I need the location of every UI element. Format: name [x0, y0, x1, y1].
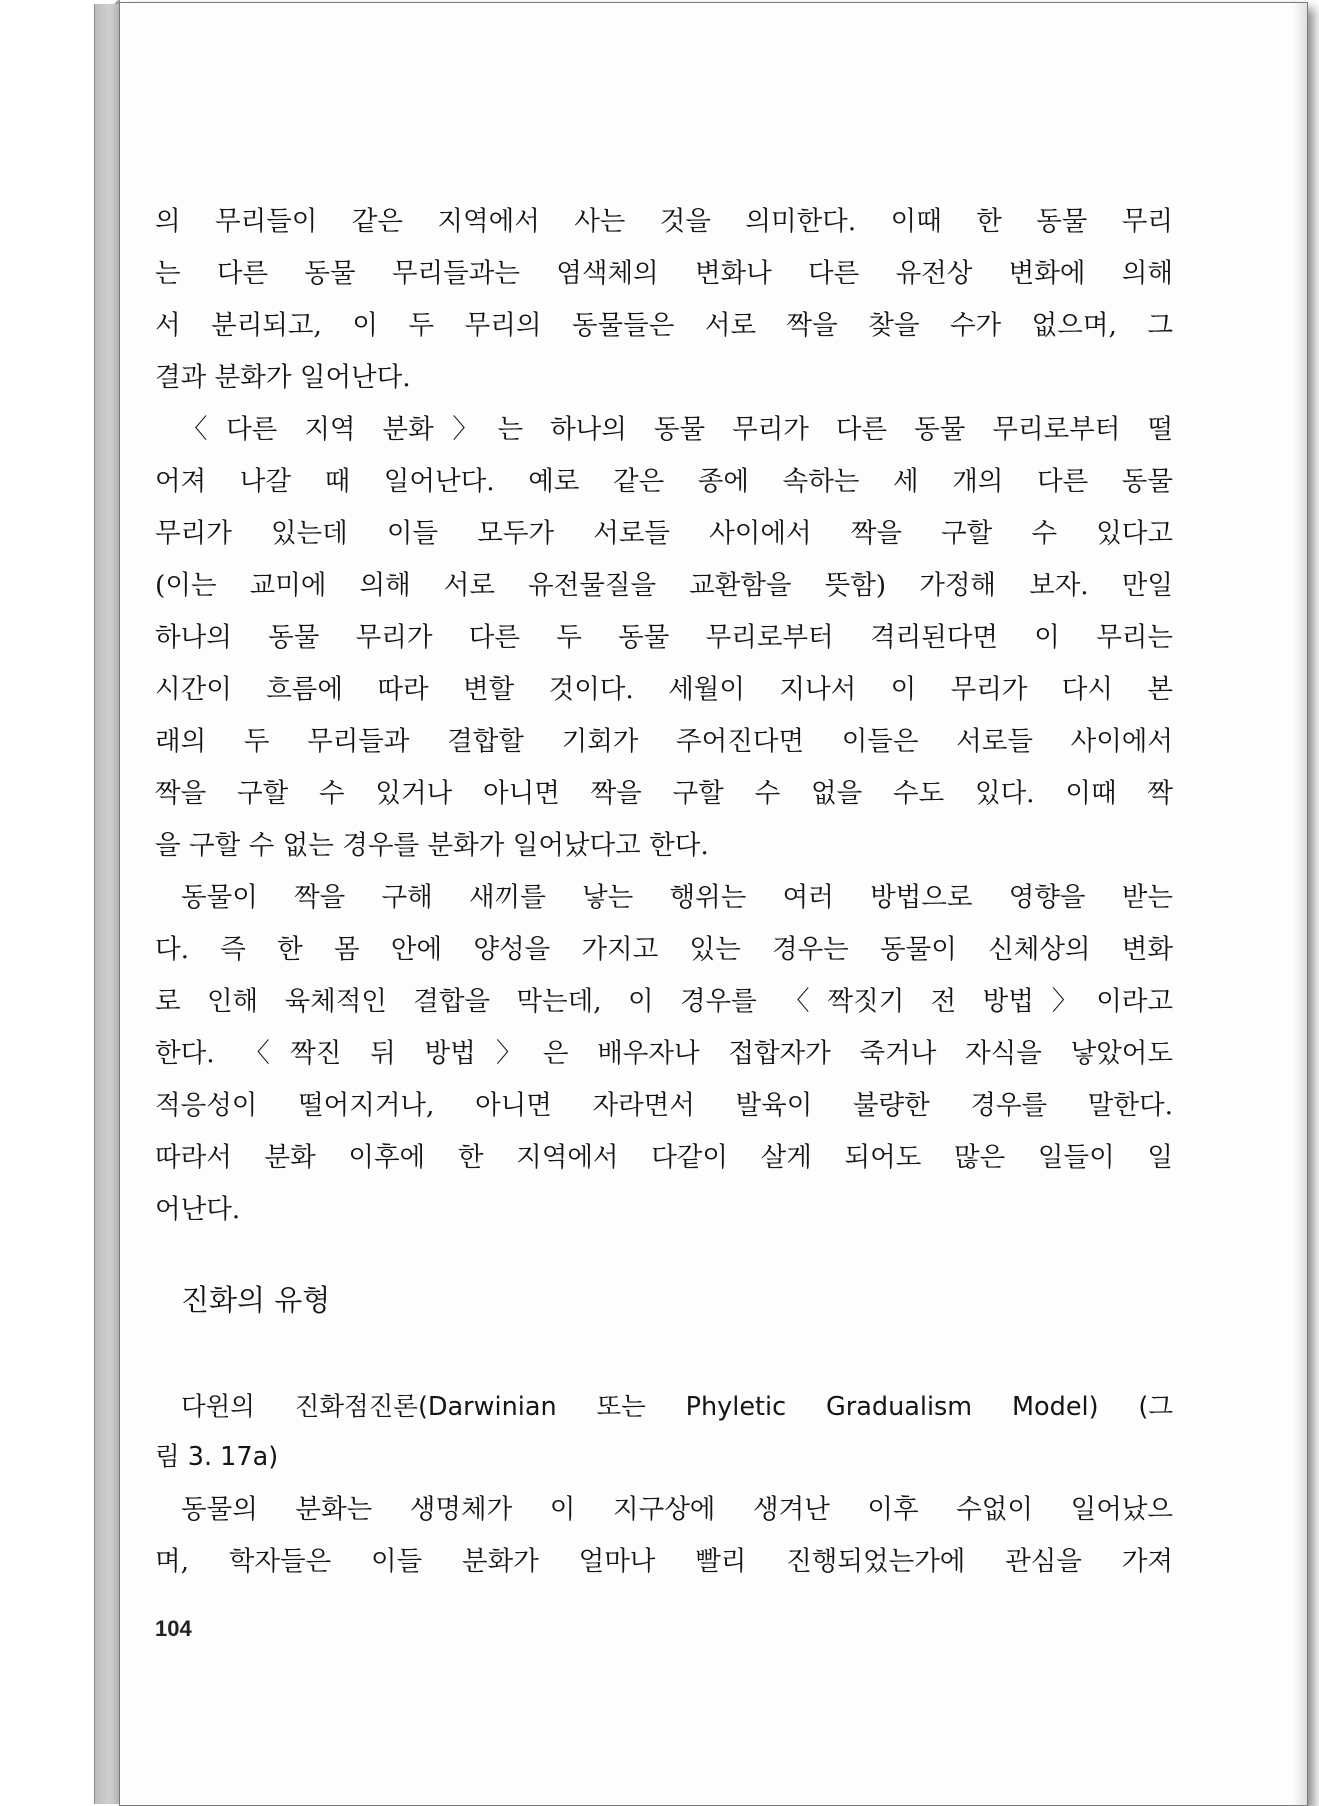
body-text — [155, 196, 1173, 1236]
page-number: 104 — [155, 1616, 192, 1641]
subsection-title — [155, 1382, 1173, 1482]
text-line: 을 구할 수 없는 경우를 분화가 일어났다고 한다. — [155, 830, 709, 861]
book-spine — [94, 4, 121, 1804]
subsection-title-line: 다윈의 진화점진론(Darwinian 또는 Phyletic Gradualism Model) (그 — [181, 1392, 1173, 1422]
section-paragraph — [155, 1484, 1173, 1588]
text-line: 시간이 흐름에 따라 변할 것이다. 세월이 지나서 이 무리가 다시 본 — [155, 674, 1173, 705]
page-edge-shadow — [1293, 3, 1307, 1805]
text-line: 어져 나갈 때 일어난다. 예로 같은 종에 속하는 세 개의 다른 동물 — [155, 466, 1173, 497]
section-heading: 진화의 유형 — [181, 1283, 331, 1317]
text-line: 따라서 분화 이후에 한 지역에서 다같이 살게 되어도 많은 일들이 일 — [155, 1142, 1173, 1173]
text-line: 로 인해 육체적인 결합을 막는데, 이 경우를 〈짝짓기 전 방법〉이라고 — [155, 986, 1173, 1017]
text-line: 어난다. — [155, 1194, 241, 1225]
text-line: 〈다른 지역 분화〉는 하나의 동물 무리가 다른 동물 무리로부터 떨 — [181, 414, 1173, 445]
text-line: 다. 즉 한 몸 안에 양성을 가지고 있는 경우는 동물이 신체상의 변화 — [155, 934, 1173, 965]
text-line: 결과 분화가 일어난다. — [155, 362, 411, 393]
text-line: 하나의 동물 무리가 다른 두 동물 무리로부터 격리된다면 이 무리는 — [155, 622, 1173, 653]
text-line: 래의 두 무리들과 결합할 기회가 주어진다면 이들은 서로들 사이에서 — [155, 726, 1173, 757]
text-line: 동물이 짝을 구해 새끼를 낳는 행위는 여러 방법으로 영향을 받는 — [181, 882, 1173, 913]
text-line: 한다. 〈짝진 뒤 방법〉은 배우자나 접합자가 죽거나 자식을 낳았어도 — [155, 1038, 1173, 1069]
text-line: 는 다른 동물 무리들과는 염색체의 변화나 다른 유전상 변화에 의해 — [155, 258, 1173, 289]
text-line: 서 분리되고, 이 두 무리의 동물들은 서로 짝을 찾을 수가 없으며, 그 — [155, 310, 1173, 341]
text-line: 무리가 있는데 이들 모두가 서로들 사이에서 짝을 구할 수 있다고 — [155, 518, 1173, 549]
text-line: 의 무리들이 같은 지역에서 사는 것을 의미한다. 이때 한 동물 무리 — [155, 206, 1173, 237]
text-line: 짝을 구할 수 있거나 아니면 짝을 구할 수 없을 수도 있다. 이때 짝 — [155, 778, 1173, 809]
text-line: 며, 학자들은 이들 분화가 얼마나 빨리 진행되었는가에 관심을 가져 — [155, 1546, 1173, 1577]
subsection-title-line: 림 3. 17a) — [155, 1442, 279, 1472]
text-line: 동물의 분화는 생명체가 이 지구상에 생겨난 이후 수없이 일어났으 — [181, 1494, 1173, 1525]
text-line: 적응성이 떨어지거나, 아니면 자라면서 발육이 불량한 경우를 말한다. — [155, 1090, 1173, 1121]
text-line: (이는 교미에 의해 서로 유전물질을 교환함을 뜻함) 가정해 보자. 만일 — [155, 570, 1173, 601]
